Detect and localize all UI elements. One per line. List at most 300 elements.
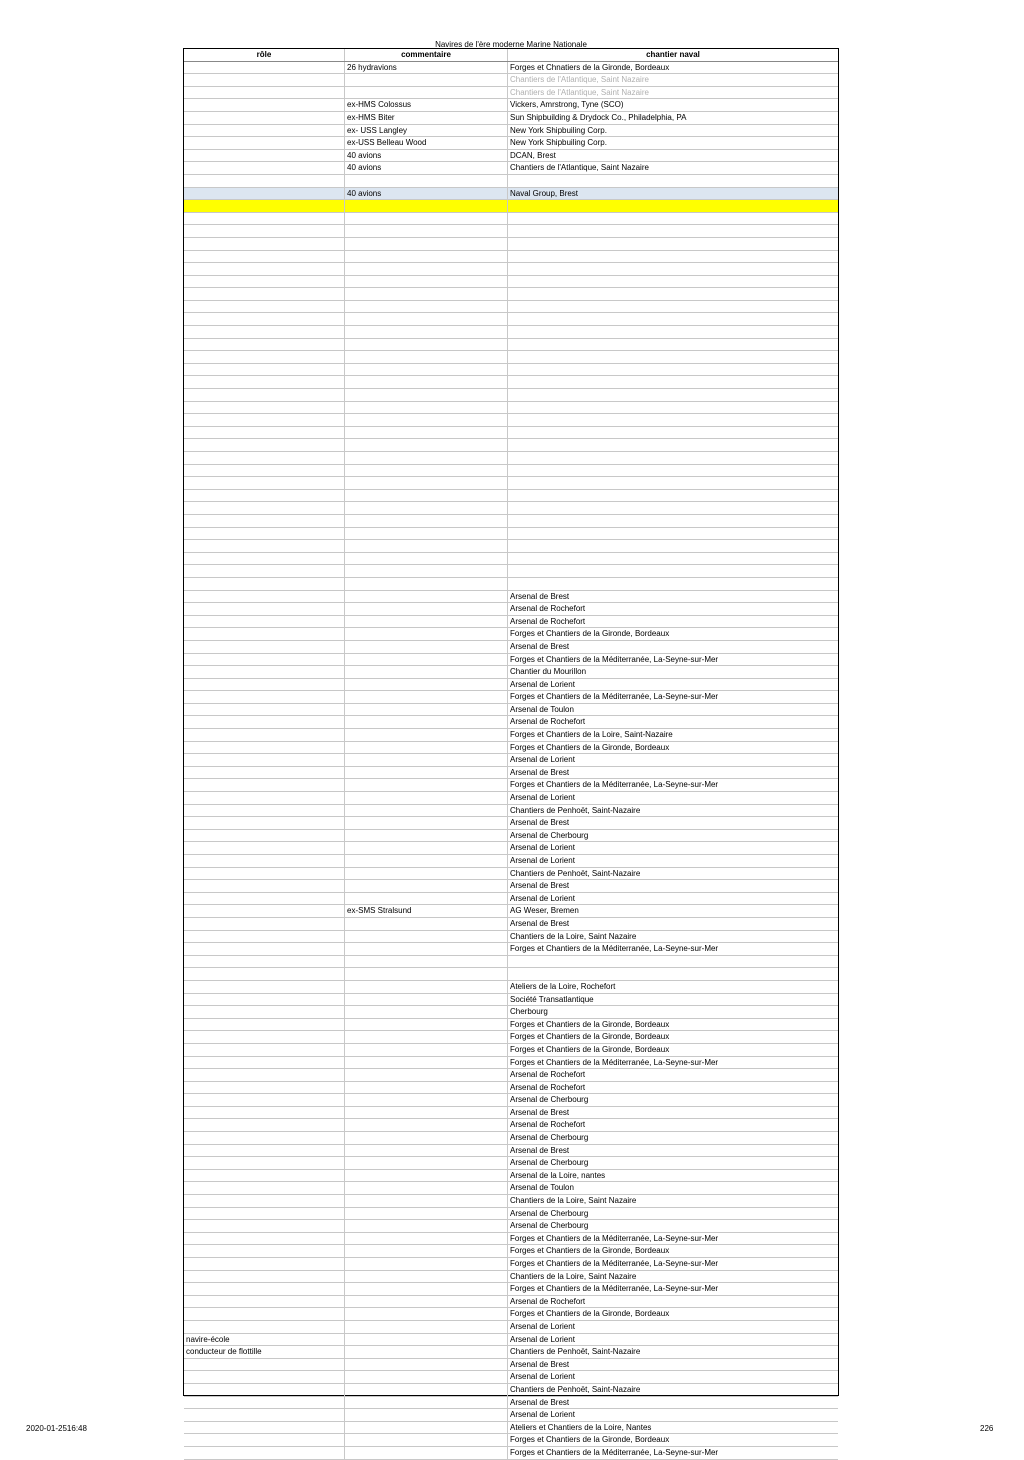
cell-role[interactable]: [184, 1044, 345, 1056]
cell-comment[interactable]: [345, 691, 508, 703]
cell-yard[interactable]: New York Shipbuiling Corp.: [510, 138, 607, 148]
cell-role[interactable]: [184, 452, 345, 464]
cell-yard[interactable]: Arsenal de Rochefort: [510, 717, 586, 727]
header-yard[interactable]: chantier naval: [646, 50, 700, 59]
cell-yard[interactable]: Arsenal de Brest: [510, 591, 570, 601]
cell-yard[interactable]: Arsenal de Rochefort: [510, 1070, 586, 1080]
cell-comment[interactable]: [345, 1334, 508, 1346]
cell-yard[interactable]: Arsenal de Cherbourg: [510, 1221, 589, 1231]
cell-comment[interactable]: [345, 1145, 508, 1157]
cell-yard[interactable]: Chantiers de la Loire, Saint Nazaire: [510, 1196, 637, 1206]
cell-yard[interactable]: Sun Shipbuilding & Drydock Co., Philadelphia, PA: [510, 112, 687, 122]
cell-yard[interactable]: Arsenal de Brest: [510, 1145, 570, 1155]
cell-role[interactable]: [184, 767, 345, 779]
cell-yard[interactable]: Chantiers de la Loire, Saint Nazaire: [510, 931, 637, 941]
cell-yard[interactable]: New York Shipbuiling Corp.: [510, 125, 607, 135]
cell-comment[interactable]: [345, 994, 508, 1006]
cell-yard[interactable]: Forges et Chantiers de la Gironde, Bordeaux: [510, 1044, 670, 1054]
cell-yard[interactable]: [508, 439, 838, 451]
cell-role[interactable]: [184, 931, 345, 943]
cell-comment[interactable]: [345, 414, 508, 426]
cell-comment[interactable]: [345, 754, 508, 766]
cell-yard[interactable]: Arsenal de Lorient: [510, 793, 575, 803]
cell-yard[interactable]: Arsenal de Lorient: [510, 679, 575, 689]
cell-yard[interactable]: Arsenal de Lorient: [510, 1321, 575, 1331]
cell-role[interactable]: [184, 1107, 345, 1119]
cell-role[interactable]: [184, 402, 345, 414]
cell-role[interactable]: [184, 439, 345, 451]
cell-role[interactable]: [184, 125, 345, 137]
cell-comment[interactable]: ex-USS Belleau Wood: [345, 137, 508, 149]
cell-comment[interactable]: [345, 439, 508, 451]
cell-yard[interactable]: Arsenal de Lorient: [510, 893, 575, 903]
cell-comment[interactable]: [345, 1283, 508, 1295]
cell-comment[interactable]: [345, 1447, 508, 1459]
cell-role[interactable]: [184, 225, 345, 237]
cell-yard[interactable]: [508, 477, 838, 489]
cell-comment[interactable]: [345, 213, 508, 225]
header-comment[interactable]: commentaire: [345, 49, 508, 61]
cell-role[interactable]: [184, 427, 345, 439]
cell-role[interactable]: [184, 679, 345, 691]
cell-comment[interactable]: [345, 842, 508, 854]
cell-yard[interactable]: Arsenal de Lorient: [510, 1372, 575, 1382]
cell-role[interactable]: [184, 528, 345, 540]
cell-yard[interactable]: Forges et Chantiers de la Gironde, Bordeaux: [510, 1309, 670, 1319]
cell-yard[interactable]: Arsenal de Cherbourg: [510, 1208, 589, 1218]
cell-yard[interactable]: Arsenal de Brest: [510, 1359, 570, 1369]
cell-role[interactable]: [184, 1271, 345, 1283]
cell-role[interactable]: [184, 1145, 345, 1157]
cell-role[interactable]: [184, 87, 345, 99]
cell-yard[interactable]: [508, 565, 838, 577]
cell-yard[interactable]: [508, 364, 838, 376]
cell-comment[interactable]: [345, 981, 508, 993]
cell-role[interactable]: [184, 1220, 345, 1232]
cell-role[interactable]: [184, 99, 345, 111]
cell-role[interactable]: [184, 351, 345, 363]
cell-comment[interactable]: [345, 515, 508, 527]
cell-yard[interactable]: Chantiers de Penhoët, Saint-Nazaire: [510, 1384, 641, 1394]
cell-comment[interactable]: [345, 729, 508, 741]
cell-yard[interactable]: [508, 225, 838, 237]
cell-yard[interactable]: Arsenal de Rochefort: [510, 1120, 586, 1130]
cell-role[interactable]: [184, 603, 345, 615]
cell-comment[interactable]: [345, 805, 508, 817]
cell-role[interactable]: [184, 1447, 345, 1459]
cell-role[interactable]: [184, 1245, 345, 1257]
cell-yard[interactable]: [508, 351, 838, 363]
cell-yard[interactable]: [508, 175, 838, 187]
cell-yard[interactable]: Arsenal de Rochefort: [510, 1296, 586, 1306]
cell-yard[interactable]: Forges et Chantiers de la Loire, Saint-Nazaire: [510, 730, 673, 740]
cell-yard[interactable]: Arsenal de la Loire, nantes: [510, 1170, 606, 1180]
cell-comment[interactable]: [345, 868, 508, 880]
cell-comment[interactable]: [345, 427, 508, 439]
cell-role[interactable]: [184, 704, 345, 716]
cell-yard[interactable]: Forges et Chantiers de la Méditerranée, La-Seyne-sur-Mer: [510, 654, 719, 664]
cell-yard[interactable]: [508, 578, 838, 590]
cell-yard[interactable]: Arsenal de Brest: [510, 818, 570, 828]
cell-yard[interactable]: DCAN, Brest: [510, 150, 556, 160]
cell-role[interactable]: [184, 805, 345, 817]
cell-role[interactable]: [184, 1006, 345, 1018]
cell-role[interactable]: [184, 1082, 345, 1094]
cell-role[interactable]: [184, 376, 345, 388]
cell-comment[interactable]: [345, 578, 508, 590]
cell-comment[interactable]: [345, 666, 508, 678]
cell-yard[interactable]: Chantiers de la Loire, Saint Nazaire: [510, 1271, 637, 1281]
cell-yard[interactable]: Forges et Chantiers de la Gironde, Bordeaux: [510, 1032, 670, 1042]
cell-comment[interactable]: [345, 704, 508, 716]
cell-comment[interactable]: 40 avions: [345, 162, 508, 174]
cell-role[interactable]: [184, 150, 345, 162]
cell-yard[interactable]: Arsenal de Lorient: [510, 1410, 575, 1420]
cell-comment[interactable]: [345, 74, 508, 86]
cell-comment[interactable]: [345, 931, 508, 943]
cell-role[interactable]: [184, 74, 345, 86]
cell-role[interactable]: [184, 1308, 345, 1320]
cell-comment[interactable]: [345, 1132, 508, 1144]
cell-role[interactable]: [184, 288, 345, 300]
cell-yard[interactable]: [508, 251, 838, 263]
cell-role[interactable]: [184, 691, 345, 703]
cell-comment[interactable]: [345, 364, 508, 376]
cell-yard[interactable]: Chantiers de l'Atlantique, Saint Nazaire: [510, 75, 649, 85]
cell-yard[interactable]: Forges et Chnatiers de la Gironde, Bordeaux: [510, 62, 670, 72]
cell-yard[interactable]: Forges et Chantiers de la Méditerranée, La-Seyne-sur-Mer: [510, 692, 719, 702]
cell-comment[interactable]: [345, 1233, 508, 1245]
cell-comment[interactable]: [345, 855, 508, 867]
cell-role[interactable]: [184, 540, 345, 552]
cell-comment[interactable]: [345, 1107, 508, 1119]
cell-role[interactable]: [184, 616, 345, 628]
cell-yard[interactable]: [508, 465, 838, 477]
cell-role[interactable]: [184, 1069, 345, 1081]
cell-yard[interactable]: [508, 389, 838, 401]
cell-yard[interactable]: Arsenal de Lorient: [510, 843, 575, 853]
cell-yard[interactable]: Forges et Chantiers de la Gironde, Bordeaux: [510, 1019, 670, 1029]
cell-comment[interactable]: [345, 830, 508, 842]
cell-yard[interactable]: Ateliers et Chantiers de la Loire, Nantes: [510, 1422, 652, 1432]
cell-comment[interactable]: [345, 301, 508, 313]
cell-role[interactable]: [184, 1371, 345, 1383]
cell-comment[interactable]: [345, 880, 508, 892]
cell-role[interactable]: [184, 465, 345, 477]
cell-yard[interactable]: Arsenal de Cherbourg: [510, 1158, 589, 1168]
cell-yard[interactable]: Vickers, Amrstrong, Tyne (SCO): [510, 100, 624, 110]
cell-comment[interactable]: [345, 1182, 508, 1194]
cell-yard[interactable]: [508, 427, 838, 439]
cell-role[interactable]: [184, 1258, 345, 1270]
cell-comment[interactable]: [345, 528, 508, 540]
cell-comment[interactable]: 26 hydravions: [345, 62, 508, 74]
cell-comment[interactable]: [345, 641, 508, 653]
cell-comment[interactable]: [345, 716, 508, 728]
cell-yard[interactable]: [508, 213, 838, 225]
cell-yard[interactable]: Forges et Chantiers de la Gironde, Bordeaux: [510, 629, 670, 639]
cell-yard[interactable]: [508, 528, 838, 540]
cell-comment[interactable]: [345, 1371, 508, 1383]
cell-yard[interactable]: Forges et Chantiers de la Méditerranée, La-Seyne-sur-Mer: [510, 1057, 719, 1067]
cell-yard[interactable]: Arsenal de Toulon: [510, 1183, 574, 1193]
cell-yard[interactable]: Forges et Chantiers de la Méditerranée, La-Seyne-sur-Mer: [510, 1259, 719, 1268]
cell-comment[interactable]: [345, 326, 508, 338]
cell-role[interactable]: [184, 276, 345, 288]
cell-comment[interactable]: [345, 616, 508, 628]
cell-comment[interactable]: [345, 1195, 508, 1207]
cell-comment[interactable]: [345, 943, 508, 955]
cell-yard[interactable]: [508, 553, 838, 565]
cell-yard[interactable]: [508, 200, 838, 212]
cell-comment[interactable]: [345, 1057, 508, 1069]
cell-yard[interactable]: Cherbourg: [510, 1007, 548, 1017]
cell-yard[interactable]: Arsenal de Cherbourg: [510, 1095, 589, 1105]
cell-role[interactable]: [184, 628, 345, 640]
cell-role[interactable]: [184, 842, 345, 854]
cell-yard[interactable]: [508, 490, 838, 502]
cell-yard[interactable]: Arsenal de Cherbourg: [510, 1133, 589, 1143]
cell-comment[interactable]: [345, 251, 508, 263]
cell-role[interactable]: [184, 1409, 345, 1421]
cell-comment[interactable]: [345, 313, 508, 325]
cell-comment[interactable]: [345, 565, 508, 577]
cell-yard[interactable]: Arsenal de Brest: [510, 918, 570, 928]
cell-role[interactable]: [184, 502, 345, 514]
cell-role[interactable]: [184, 326, 345, 338]
cell-comment[interactable]: [345, 779, 508, 791]
cell-role[interactable]: [184, 905, 345, 917]
cell-role[interactable]: [184, 339, 345, 351]
cell-comment[interactable]: [345, 351, 508, 363]
cell-comment[interactable]: ex-SMS Stralsund: [345, 905, 508, 917]
cell-comment[interactable]: [345, 1245, 508, 1257]
cell-role[interactable]: [184, 490, 345, 502]
cell-comment[interactable]: [345, 1384, 508, 1396]
cell-role[interactable]: [184, 1208, 345, 1220]
cell-comment[interactable]: [345, 288, 508, 300]
cell-yard[interactable]: Arsenal de Brest: [510, 1397, 570, 1407]
cell-role[interactable]: [184, 112, 345, 124]
cell-yard[interactable]: Chantiers de l'Atlantique, Saint Nazaire: [510, 87, 649, 97]
cell-yard[interactable]: Société Transatlantique: [510, 994, 594, 1004]
cell-role[interactable]: [184, 515, 345, 527]
cell-role[interactable]: [184, 779, 345, 791]
cell-comment[interactable]: [345, 200, 508, 212]
cell-yard[interactable]: Chantiers de Penhoët, Saint-Nazaire: [510, 805, 641, 815]
cell-role[interactable]: [184, 200, 345, 212]
cell-yard[interactable]: AG Weser, Bremen: [510, 906, 579, 916]
cell-yard[interactable]: Forges et Chantiers de la Méditerranée, La-Seyne-sur-Mer: [510, 1284, 719, 1294]
cell-yard[interactable]: Chantiers de l'Atlantique, Saint Nazaire: [510, 163, 649, 173]
cell-yard[interactable]: Forges et Chantiers de la Gironde, Bordeaux: [510, 1246, 670, 1256]
cell-comment[interactable]: [345, 1296, 508, 1308]
cell-yard[interactable]: [508, 515, 838, 527]
cell-yard[interactable]: Chantiers de Penhoët, Saint-Nazaire: [510, 868, 641, 878]
cell-comment[interactable]: [345, 742, 508, 754]
cell-yard[interactable]: [508, 502, 838, 514]
cell-role[interactable]: [184, 1057, 345, 1069]
cell-comment[interactable]: [345, 502, 508, 514]
cell-comment[interactable]: [345, 956, 508, 968]
cell-comment[interactable]: [345, 603, 508, 615]
cell-comment[interactable]: [345, 1271, 508, 1283]
cell-role[interactable]: [184, 1321, 345, 1333]
cell-yard[interactable]: Forges et Chantiers de la Gironde, Bordeaux: [510, 742, 670, 752]
cell-comment[interactable]: ex-HMS Colossus: [345, 99, 508, 111]
cell-comment[interactable]: [345, 1220, 508, 1232]
cell-role[interactable]: [184, 792, 345, 804]
cell-yard[interactable]: Forges et Chantiers de la Méditerranée, La-Seyne-sur-Mer: [510, 1447, 719, 1457]
cell-yard[interactable]: Arsenal de Lorient: [510, 755, 575, 765]
cell-comment[interactable]: [345, 591, 508, 603]
cell-comment[interactable]: [345, 1119, 508, 1131]
cell-comment[interactable]: [345, 553, 508, 565]
cell-role[interactable]: [184, 1233, 345, 1245]
cell-comment[interactable]: [345, 1082, 508, 1094]
cell-role[interactable]: [184, 817, 345, 829]
cell-comment[interactable]: [345, 1308, 508, 1320]
cell-yard[interactable]: [508, 376, 838, 388]
cell-role[interactable]: [184, 301, 345, 313]
cell-role[interactable]: [184, 1296, 345, 1308]
cell-comment[interactable]: [345, 679, 508, 691]
cell-yard[interactable]: Forges et Chantiers de la Méditerranée, La-Seyne-sur-Mer: [510, 1233, 719, 1243]
cell-role[interactable]: [184, 578, 345, 590]
cell-role[interactable]: [184, 553, 345, 565]
cell-role[interactable]: [184, 213, 345, 225]
cell-comment[interactable]: [345, 87, 508, 99]
cell-comment[interactable]: ex-HMS Biter: [345, 112, 508, 124]
cell-yard[interactable]: Forges et Chantiers de la Méditerranée, La-Seyne-sur-Mer: [510, 944, 719, 954]
cell-yard[interactable]: [508, 968, 838, 980]
cell-role[interactable]: [184, 1132, 345, 1144]
cell-role[interactable]: [184, 1195, 345, 1207]
cell-role[interactable]: [184, 1031, 345, 1043]
cell-role[interactable]: [184, 855, 345, 867]
cell-comment[interactable]: [345, 1208, 508, 1220]
cell-role[interactable]: [184, 868, 345, 880]
cell-comment[interactable]: [345, 767, 508, 779]
cell-role[interactable]: [184, 414, 345, 426]
cell-comment[interactable]: 40 avions: [345, 188, 508, 200]
cell-yard[interactable]: [508, 414, 838, 426]
cell-comment[interactable]: [345, 376, 508, 388]
cell-comment[interactable]: [345, 276, 508, 288]
cell-yard[interactable]: [508, 326, 838, 338]
cell-yard[interactable]: Naval Group, Brest: [510, 188, 579, 198]
cell-role[interactable]: [184, 263, 345, 275]
cell-role[interactable]: [184, 1422, 345, 1434]
cell-role[interactable]: [184, 1434, 345, 1446]
cell-role[interactable]: [184, 1283, 345, 1295]
cell-comment[interactable]: [345, 918, 508, 930]
cell-comment[interactable]: [345, 452, 508, 464]
cell-role[interactable]: [184, 994, 345, 1006]
cell-comment[interactable]: [345, 893, 508, 905]
cell-yard[interactable]: [508, 540, 838, 552]
cell-yard[interactable]: Arsenal de Brest: [510, 641, 570, 651]
cell-yard[interactable]: Forges et Chantiers de la Gironde, Bordeaux: [510, 1435, 670, 1445]
cell-yard[interactable]: [508, 301, 838, 313]
cell-yard[interactable]: Arsenal de Brest: [510, 881, 570, 891]
cell-comment[interactable]: [345, 1031, 508, 1043]
cell-role[interactable]: [184, 641, 345, 653]
cell-yard[interactable]: Arsenal de Rochefort: [510, 1082, 586, 1092]
cell-comment[interactable]: [345, 225, 508, 237]
cell-comment[interactable]: [345, 1422, 508, 1434]
cell-yard[interactable]: Chantiers de Penhoët, Saint-Nazaire: [510, 1347, 641, 1357]
cell-role[interactable]: [184, 477, 345, 489]
cell-role[interactable]: [184, 591, 345, 603]
cell-role[interactable]: [184, 389, 345, 401]
cell-yard[interactable]: Arsenal de Toulon: [510, 704, 574, 714]
cell-comment[interactable]: 40 avions: [345, 150, 508, 162]
cell-yard[interactable]: [508, 339, 838, 351]
cell-role[interactable]: [184, 364, 345, 376]
cell-yard[interactable]: Ateliers de la Loire, Rochefort: [510, 981, 616, 991]
cell-role[interactable]: [184, 1170, 345, 1182]
cell-comment[interactable]: [345, 817, 508, 829]
cell-comment[interactable]: [345, 1409, 508, 1421]
cell-comment[interactable]: [345, 1044, 508, 1056]
cell-role[interactable]: [184, 1119, 345, 1131]
cell-comment[interactable]: [345, 402, 508, 414]
cell-role[interactable]: [184, 981, 345, 993]
cell-comment[interactable]: [345, 465, 508, 477]
cell-role[interactable]: [184, 1384, 345, 1396]
cell-comment[interactable]: [345, 654, 508, 666]
cell-role[interactable]: [184, 830, 345, 842]
cell-yard[interactable]: Arsenal de Rochefort: [510, 604, 586, 614]
cell-comment[interactable]: [345, 968, 508, 980]
cell-role[interactable]: [184, 1182, 345, 1194]
cell-comment[interactable]: [345, 339, 508, 351]
cell-comment[interactable]: [345, 1094, 508, 1106]
cell-role[interactable]: [184, 716, 345, 728]
cell-role[interactable]: [184, 666, 345, 678]
cell-comment[interactable]: [345, 477, 508, 489]
cell-comment[interactable]: [345, 175, 508, 187]
cell-comment[interactable]: [345, 1019, 508, 1031]
cell-role[interactable]: [184, 956, 345, 968]
cell-role[interactable]: [184, 968, 345, 980]
cell-comment[interactable]: [345, 628, 508, 640]
cell-comment[interactable]: [345, 490, 508, 502]
cell-role[interactable]: navire-école: [184, 1334, 345, 1346]
cell-role[interactable]: [184, 313, 345, 325]
cell-yard[interactable]: [508, 313, 838, 325]
cell-yard[interactable]: Arsenal de Rochefort: [510, 616, 586, 626]
cell-role[interactable]: [184, 188, 345, 200]
cell-role[interactable]: [184, 1157, 345, 1169]
cell-comment[interactable]: [345, 540, 508, 552]
cell-role[interactable]: [184, 62, 345, 74]
cell-yard[interactable]: [508, 956, 838, 968]
cell-role[interactable]: [184, 238, 345, 250]
cell-role[interactable]: [184, 162, 345, 174]
cell-role[interactable]: [184, 729, 345, 741]
cell-yard[interactable]: Arsenal de Brest: [510, 767, 570, 777]
cell-comment[interactable]: [345, 1321, 508, 1333]
cell-comment[interactable]: [345, 263, 508, 275]
cell-comment[interactable]: [345, 1006, 508, 1018]
cell-comment[interactable]: [345, 1170, 508, 1182]
cell-yard[interactable]: [508, 288, 838, 300]
cell-yard[interactable]: Chantier du Mourillon: [510, 667, 587, 677]
cell-role[interactable]: [184, 1397, 345, 1409]
cell-yard[interactable]: [508, 276, 838, 288]
